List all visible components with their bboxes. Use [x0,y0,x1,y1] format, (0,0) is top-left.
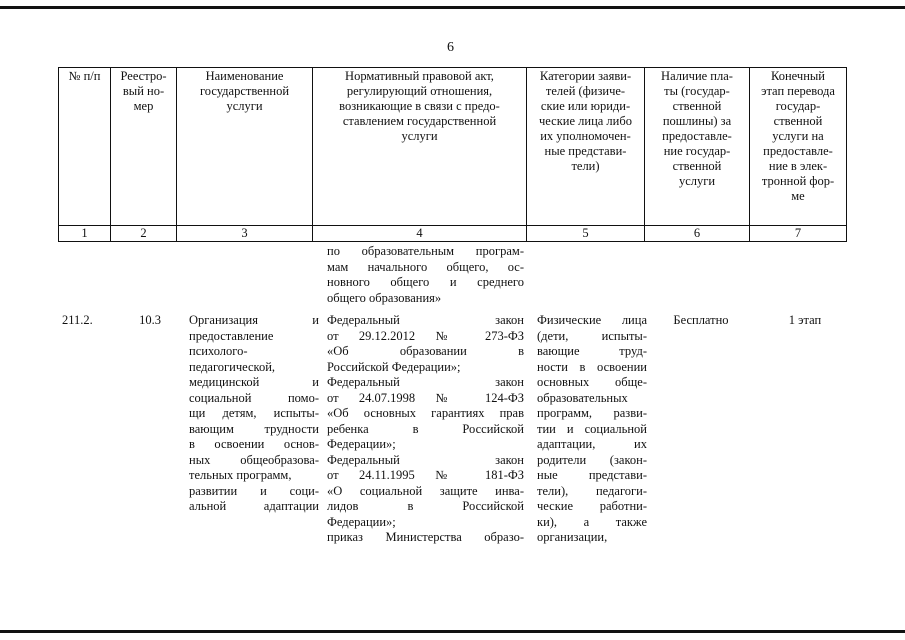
services-table-header [58,67,847,242]
header-line: мер [133,99,154,113]
text-line: основных обще- [537,375,647,389]
text-line: Федерации»; [327,514,396,529]
text-line: от 29.12.2012 № 273-ФЗ [327,328,524,343]
header-line: пошлины) за [662,114,732,128]
row-number: 211.2. [62,313,93,327]
previous-row-continuation [327,244,524,306]
column-number: 1 [59,226,111,242]
bottom-rule [0,630,905,633]
text-line: медицинской и [189,375,319,389]
header-line: ставлением государственной [342,114,497,128]
text-line: адаптации, их [537,437,647,451]
text-line: тии и социальной [537,421,647,436]
header-line: этап перевода [761,84,835,98]
text-line: приказ Министерства образо- [327,530,524,544]
header-line: государственной [199,84,290,98]
text-line: (дети, испыты- [537,328,647,343]
header-line: ме [791,189,805,203]
column-number-row [59,226,847,242]
header-line: Наименование [205,69,284,83]
header-line: ние государ- [663,144,731,158]
text-line: Федеральный закон [327,313,524,327]
text-line: «Об образовании в [327,344,524,358]
header-line: тронной фор- [761,174,835,188]
text-line: Физические лица [537,313,647,327]
registry-number: 10.3 [139,313,161,327]
text-line: альной адаптации [189,499,319,513]
text-line: ки), а также [537,514,647,529]
text-line: от 24.07.1998 № 124-ФЗ [327,390,524,405]
header-line: ственной [672,99,722,113]
text-line: родители (закон- [537,452,647,467]
header-line: ственной [773,114,823,128]
header-line: услуги [226,99,263,113]
final-stage-value: 1 этап [788,313,822,327]
page-number: 6 [447,40,454,55]
header-cell [645,68,750,226]
column-number: 2 [111,226,177,242]
normative-acts [327,313,524,546]
text-line: Российской Федерации»; [327,359,461,374]
header-line: ческие лица либо [539,114,632,128]
text-line: общего образования» [327,290,442,305]
text-line: лидов в Российской [327,499,524,513]
header-line: услуги на [772,129,824,143]
text-line: программ, разви- [537,406,647,420]
text-line: ности в освоении [537,359,647,374]
text-line: психолого- [189,344,248,358]
text-line: тельных программ, [189,468,292,482]
header-line: Реестро- [120,69,167,83]
text-line: «Об основных гарантиях прав [327,406,524,420]
header-line: вый но- [122,84,165,98]
text-line: ных общеобразова- [189,452,319,467]
header-line: их уполномочен- [540,129,631,143]
header-line: возникающие в связи с предо- [339,99,500,113]
text-line: организации, [537,530,608,544]
header-line: регулирующий отношения, [346,84,493,98]
text-line: щи детям, испыты- [189,406,319,420]
header-line: ние в элек- [768,159,828,173]
header-cell [177,68,313,226]
column-number: 3 [177,226,313,242]
text-line: по образовательным програм- [327,244,524,258]
text-line: ческие работни- [537,499,647,513]
text-line: Федеральный закон [327,452,524,467]
service-name [189,313,319,515]
header-line: Конечный [771,69,825,83]
column-number: 5 [527,226,645,242]
header-cell [750,68,847,226]
text-line: Федерации»; [327,437,396,451]
applicant-categories [537,313,647,546]
header-line: тели) [571,159,600,173]
header-line: ские или юриди- [540,99,631,113]
text-line: мам начального общего, ос- [327,259,524,274]
text-line: Федеральный закон [327,375,524,389]
text-line: от 24.11.1995 № 181-ФЗ [327,468,524,482]
header-line: государ- [775,99,821,113]
text-line: ные представи- [537,468,647,482]
text-line: Организация и [189,313,319,327]
fee-value: Бесплатно [673,313,729,327]
header-cell [59,68,111,226]
header-line: Наличие пла- [661,69,733,83]
text-line: в освоении основ- [189,437,319,451]
header-line: предоставле- [662,129,732,143]
header-line: услуги [678,174,716,188]
header-line: ные представи- [544,144,627,158]
text-line: тели), педагоги- [537,483,647,498]
column-number: 7 [750,226,847,242]
header-row [59,68,847,226]
header-line: телей (физиче- [545,84,626,98]
header-line: Нормативный правовой акт, [345,69,494,83]
header-line: ты (государ- [664,84,730,98]
column-number: 6 [645,226,750,242]
text-line: новного общего и среднего [327,275,524,289]
text-line: образовательных [537,390,628,405]
text-line: педагогической, [189,359,276,374]
text-line: ребенка в Российской [327,421,524,436]
header-cell [313,68,527,226]
text-line: вающим трудности [189,421,319,436]
header-cell [111,68,177,226]
text-line: предоставление [189,328,274,343]
header-cell [527,68,645,226]
text-line: развитии и соци- [189,483,319,498]
text-line: социальной помо- [189,390,319,405]
header-line: предоставле- [763,144,833,158]
top-rule [0,6,905,9]
header-line: услуги [401,129,438,143]
text-line: «О социальной защите инва- [327,483,524,498]
text-line: вающие труд- [537,344,647,358]
header-line: № п/п [68,69,101,83]
header-line: ственной [672,159,722,173]
column-number: 4 [313,226,527,242]
header-line: Категории заяви- [539,69,632,83]
